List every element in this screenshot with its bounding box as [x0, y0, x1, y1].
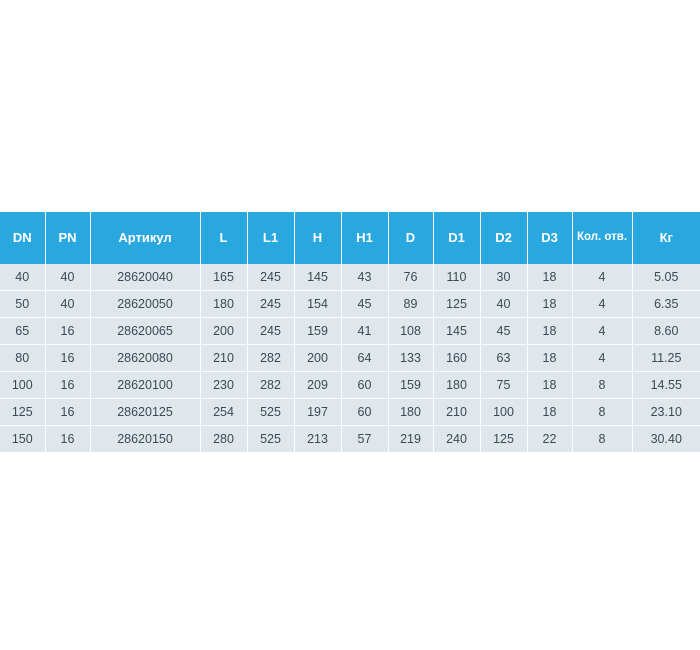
cell-d1: 240 — [433, 426, 480, 453]
table-row — [0, 426, 700, 453]
cell-d1: 160 — [433, 345, 480, 372]
cell-d: 108 — [388, 318, 433, 345]
cell-h1: 45 — [341, 291, 388, 318]
cell-pn: 16 — [45, 399, 90, 426]
table-row — [0, 291, 700, 318]
cell-pn: 16 — [45, 372, 90, 399]
cell-weight: 30.40 — [632, 426, 700, 453]
column-header-weight: Кг — [632, 212, 700, 264]
cell-d2: 63 — [480, 345, 527, 372]
spec-table-container — [0, 212, 682, 453]
cell-l1: 245 — [247, 264, 294, 291]
cell-d1: 110 — [433, 264, 480, 291]
column-header-h1: H1 — [341, 212, 388, 264]
cell-article: 28620040 — [90, 264, 200, 291]
cell-d3: 18 — [527, 399, 572, 426]
cell-d2: 100 — [480, 399, 527, 426]
cell-h1: 41 — [341, 318, 388, 345]
cell-holes-count: 8 — [572, 426, 632, 453]
table-body — [0, 264, 700, 453]
cell-dn: 100 — [0, 372, 45, 399]
cell-l1: 525 — [247, 399, 294, 426]
table-row — [0, 372, 700, 399]
cell-weight: 6.35 — [632, 291, 700, 318]
cell-article: 28620050 — [90, 291, 200, 318]
cell-pn: 40 — [45, 264, 90, 291]
cell-h1: 43 — [341, 264, 388, 291]
cell-h: 213 — [294, 426, 341, 453]
cell-dn: 65 — [0, 318, 45, 345]
cell-l1: 282 — [247, 345, 294, 372]
cell-pn: 16 — [45, 426, 90, 453]
cell-pn: 16 — [45, 345, 90, 372]
cell-d1: 125 — [433, 291, 480, 318]
cell-d: 76 — [388, 264, 433, 291]
cell-l: 254 — [200, 399, 247, 426]
cell-h: 197 — [294, 399, 341, 426]
column-header-l1: L1 — [247, 212, 294, 264]
specification-table — [0, 212, 700, 453]
cell-d: 133 — [388, 345, 433, 372]
table-row — [0, 345, 700, 372]
cell-d3: 18 — [527, 291, 572, 318]
cell-d3: 22 — [527, 426, 572, 453]
table-row — [0, 264, 700, 291]
column-header-h: H — [294, 212, 341, 264]
column-header-d1: D1 — [433, 212, 480, 264]
cell-d2: 75 — [480, 372, 527, 399]
cell-d3: 18 — [527, 264, 572, 291]
cell-d1: 210 — [433, 399, 480, 426]
cell-h: 159 — [294, 318, 341, 345]
column-header-pn: PN — [45, 212, 90, 264]
table-row — [0, 318, 700, 345]
column-header-l: L — [200, 212, 247, 264]
cell-article: 28620080 — [90, 345, 200, 372]
cell-d: 219 — [388, 426, 433, 453]
cell-dn: 150 — [0, 426, 45, 453]
table-header — [0, 212, 700, 264]
column-header-d3: D3 — [527, 212, 572, 264]
cell-weight: 11.25 — [632, 345, 700, 372]
cell-d1: 145 — [433, 318, 480, 345]
cell-l: 230 — [200, 372, 247, 399]
column-header-holes-count: Кол. отв. — [572, 212, 632, 264]
cell-l1: 245 — [247, 318, 294, 345]
cell-holes-count: 4 — [572, 291, 632, 318]
cell-holes-count: 4 — [572, 318, 632, 345]
cell-h: 145 — [294, 264, 341, 291]
column-header-d: D — [388, 212, 433, 264]
cell-holes-count: 8 — [572, 399, 632, 426]
cell-weight: 8.60 — [632, 318, 700, 345]
cell-h: 209 — [294, 372, 341, 399]
cell-d3: 18 — [527, 345, 572, 372]
cell-weight: 23.10 — [632, 399, 700, 426]
cell-h1: 60 — [341, 399, 388, 426]
cell-l: 280 — [200, 426, 247, 453]
table-row — [0, 399, 700, 426]
cell-d2: 125 — [480, 426, 527, 453]
cell-dn: 40 — [0, 264, 45, 291]
cell-d: 89 — [388, 291, 433, 318]
cell-h: 154 — [294, 291, 341, 318]
cell-weight: 14.55 — [632, 372, 700, 399]
cell-h1: 64 — [341, 345, 388, 372]
cell-l1: 525 — [247, 426, 294, 453]
cell-d2: 40 — [480, 291, 527, 318]
cell-l1: 245 — [247, 291, 294, 318]
cell-d3: 18 — [527, 372, 572, 399]
cell-d2: 30 — [480, 264, 527, 291]
cell-l: 200 — [200, 318, 247, 345]
cell-d3: 18 — [527, 318, 572, 345]
cell-pn: 16 — [45, 318, 90, 345]
cell-dn: 80 — [0, 345, 45, 372]
cell-d: 159 — [388, 372, 433, 399]
table-header-row — [0, 212, 700, 264]
cell-h1: 60 — [341, 372, 388, 399]
cell-holes-count: 8 — [572, 372, 632, 399]
column-header-d2: D2 — [480, 212, 527, 264]
cell-l: 180 — [200, 291, 247, 318]
cell-h: 200 — [294, 345, 341, 372]
column-header-dn: DN — [0, 212, 45, 264]
cell-d: 180 — [388, 399, 433, 426]
cell-dn: 125 — [0, 399, 45, 426]
cell-l: 165 — [200, 264, 247, 291]
cell-pn: 40 — [45, 291, 90, 318]
cell-article: 28620125 — [90, 399, 200, 426]
column-header-article: Артикул — [90, 212, 200, 264]
cell-d1: 180 — [433, 372, 480, 399]
cell-d2: 45 — [480, 318, 527, 345]
cell-article: 28620065 — [90, 318, 200, 345]
cell-l: 210 — [200, 345, 247, 372]
cell-dn: 50 — [0, 291, 45, 318]
cell-article: 28620150 — [90, 426, 200, 453]
cell-holes-count: 4 — [572, 264, 632, 291]
cell-holes-count: 4 — [572, 345, 632, 372]
cell-h1: 57 — [341, 426, 388, 453]
cell-article: 28620100 — [90, 372, 200, 399]
cell-weight: 5.05 — [632, 264, 700, 291]
cell-l1: 282 — [247, 372, 294, 399]
